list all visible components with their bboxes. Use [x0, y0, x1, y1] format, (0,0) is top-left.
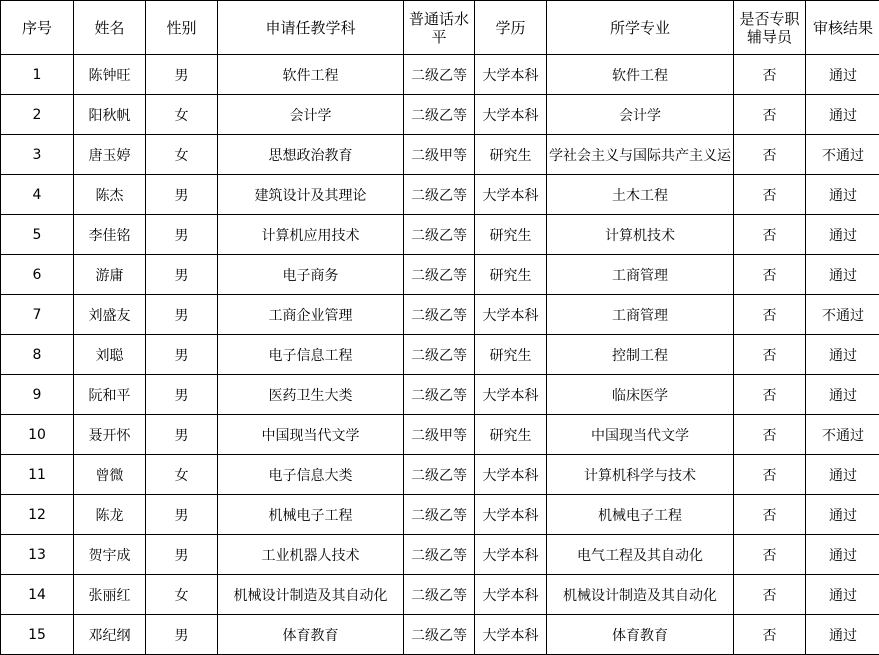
- gender-cell: 女: [146, 455, 218, 495]
- review-result-cell: 通过: [806, 55, 879, 95]
- mandarin-level-cell: 二级乙等: [404, 335, 475, 375]
- major-cell: 工商管理: [547, 255, 734, 295]
- index-cell: 6: [1, 255, 74, 295]
- fulltime-counselor-cell: 否: [734, 375, 806, 415]
- table-row: [1, 215, 879, 255]
- education-cell: 大学本科: [475, 495, 547, 535]
- gender-cell: 男: [146, 375, 218, 415]
- mandarin-level-cell: 二级乙等: [404, 95, 475, 135]
- review-result-cell: 通过: [806, 575, 879, 615]
- education-cell: 大学本科: [475, 455, 547, 495]
- table-row: [1, 615, 879, 655]
- review-result-cell: 通过: [806, 455, 879, 495]
- index-cell: 1: [1, 55, 74, 95]
- review-result-cell: 通过: [806, 175, 879, 215]
- subject-cell: 电子信息工程: [218, 335, 404, 375]
- review-result-cell: 通过: [806, 535, 879, 575]
- review-result-cell: 通过: [806, 335, 879, 375]
- major-cell: 计算机技术: [547, 215, 734, 255]
- table-row: [1, 415, 879, 455]
- index-cell: 2: [1, 95, 74, 135]
- table-row: [1, 375, 879, 415]
- gender-cell: 男: [146, 615, 218, 655]
- col-header-mandarin-level: 普通话水平: [404, 1, 475, 55]
- mandarin-level-cell: 二级乙等: [404, 295, 475, 335]
- subject-cell: 建筑设计及其理论: [218, 175, 404, 215]
- major-cell: 控制工程: [547, 335, 734, 375]
- index-cell: 12: [1, 495, 74, 535]
- education-cell: 大学本科: [475, 295, 547, 335]
- name-cell: 唐玉婷: [74, 135, 146, 175]
- education-cell: 大学本科: [475, 175, 547, 215]
- major-cell: 临床医学: [547, 375, 734, 415]
- education-cell: 研究生: [475, 335, 547, 375]
- fulltime-counselor-cell: 否: [734, 455, 806, 495]
- subject-cell: 电子商务: [218, 255, 404, 295]
- mandarin-level-cell: 二级乙等: [404, 55, 475, 95]
- fulltime-counselor-cell: 否: [734, 615, 806, 655]
- review-result-cell: 通过: [806, 615, 879, 655]
- major-cell: 电气工程及其自动化: [547, 535, 734, 575]
- education-cell: 研究生: [475, 255, 547, 295]
- education-cell: 研究生: [475, 415, 547, 455]
- index-cell: 15: [1, 615, 74, 655]
- header-row: [1, 1, 879, 55]
- subject-cell: 软件工程: [218, 55, 404, 95]
- fulltime-counselor-cell: 否: [734, 135, 806, 175]
- gender-cell: 男: [146, 215, 218, 255]
- review-result-cell: 通过: [806, 95, 879, 135]
- index-cell: 5: [1, 215, 74, 255]
- fulltime-counselor-cell: 否: [734, 295, 806, 335]
- index-cell: 10: [1, 415, 74, 455]
- gender-cell: 男: [146, 415, 218, 455]
- subject-cell: 计算机应用技术: [218, 215, 404, 255]
- fulltime-counselor-cell: 否: [734, 335, 806, 375]
- table-row: [1, 495, 879, 535]
- mandarin-level-cell: 二级甲等: [404, 135, 475, 175]
- table-row: [1, 95, 879, 135]
- gender-cell: 男: [146, 295, 218, 335]
- table-row: [1, 535, 879, 575]
- name-cell: 聂开怀: [74, 415, 146, 455]
- col-header-education: 学历: [475, 1, 547, 55]
- mandarin-level-cell: 二级乙等: [404, 535, 475, 575]
- gender-cell: 男: [146, 175, 218, 215]
- subject-cell: 工商企业管理: [218, 295, 404, 335]
- index-cell: 3: [1, 135, 74, 175]
- index-cell: 9: [1, 375, 74, 415]
- major-cell: 工商管理: [547, 295, 734, 335]
- education-cell: 大学本科: [475, 575, 547, 615]
- review-result-cell: 通过: [806, 375, 879, 415]
- col-header-review-result: 审核结果: [806, 1, 879, 55]
- fulltime-counselor-cell: 否: [734, 495, 806, 535]
- gender-cell: 女: [146, 95, 218, 135]
- subject-cell: 医药卫生大类: [218, 375, 404, 415]
- mandarin-level-cell: 二级乙等: [404, 455, 475, 495]
- index-cell: 4: [1, 175, 74, 215]
- name-cell: 刘盛友: [74, 295, 146, 335]
- fulltime-counselor-cell: 否: [734, 55, 806, 95]
- fulltime-counselor-cell: 否: [734, 575, 806, 615]
- col-header-index: 序号: [1, 1, 74, 55]
- table-row: [1, 55, 879, 95]
- major-cell: 会计学: [547, 95, 734, 135]
- major-cell: 中国现当代文学: [547, 415, 734, 455]
- col-header-fulltime-counselor: 是否专职辅导员: [734, 1, 806, 55]
- col-header-gender: 性别: [146, 1, 218, 55]
- table-row: [1, 135, 879, 175]
- subject-cell: 机械设计制造及其自动化: [218, 575, 404, 615]
- fulltime-counselor-cell: 否: [734, 175, 806, 215]
- review-result-cell: 通过: [806, 255, 879, 295]
- fulltime-counselor-cell: 否: [734, 535, 806, 575]
- col-header-major: 所学专业: [547, 1, 734, 55]
- mandarin-level-cell: 二级乙等: [404, 175, 475, 215]
- subject-cell: 中国现当代文学: [218, 415, 404, 455]
- name-cell: 陈龙: [74, 495, 146, 535]
- subject-cell: 电子信息大类: [218, 455, 404, 495]
- mandarin-level-cell: 二级乙等: [404, 575, 475, 615]
- name-cell: 刘聪: [74, 335, 146, 375]
- gender-cell: 男: [146, 255, 218, 295]
- col-header-subject: 申请任教学科: [218, 1, 404, 55]
- name-cell: 游庸: [74, 255, 146, 295]
- mandarin-level-cell: 二级乙等: [404, 375, 475, 415]
- subject-cell: 工业机器人技术: [218, 535, 404, 575]
- gender-cell: 女: [146, 135, 218, 175]
- fulltime-counselor-cell: 否: [734, 95, 806, 135]
- table-row: [1, 255, 879, 295]
- mandarin-level-cell: 二级乙等: [404, 495, 475, 535]
- table-row: [1, 295, 879, 335]
- gender-cell: 男: [146, 335, 218, 375]
- table-row: [1, 175, 879, 215]
- review-result-cell: 不通过: [806, 415, 879, 455]
- name-cell: 陈钟旺: [74, 55, 146, 95]
- name-cell: 张丽红: [74, 575, 146, 615]
- name-cell: 阳秋帆: [74, 95, 146, 135]
- name-cell: 邓纪纲: [74, 615, 146, 655]
- education-cell: 研究生: [475, 215, 547, 255]
- index-cell: 11: [1, 455, 74, 495]
- fulltime-counselor-cell: 否: [734, 415, 806, 455]
- index-cell: 13: [1, 535, 74, 575]
- mandarin-level-cell: 二级乙等: [404, 255, 475, 295]
- mandarin-level-cell: 二级甲等: [404, 415, 475, 455]
- table-row: [1, 455, 879, 495]
- gender-cell: 女: [146, 575, 218, 615]
- gender-cell: 男: [146, 55, 218, 95]
- name-cell: 贺宇成: [74, 535, 146, 575]
- review-result-cell: 不通过: [806, 135, 879, 175]
- education-cell: 大学本科: [475, 615, 547, 655]
- review-result-cell: 不通过: [806, 295, 879, 335]
- review-result-cell: 通过: [806, 495, 879, 535]
- subject-cell: 会计学: [218, 95, 404, 135]
- major-cell: 计算机科学与技术: [547, 455, 734, 495]
- name-cell: 曾微: [74, 455, 146, 495]
- education-cell: 大学本科: [475, 55, 547, 95]
- gender-cell: 男: [146, 495, 218, 535]
- review-result-cell: 通过: [806, 215, 879, 255]
- major-cell: 软件工程: [547, 55, 734, 95]
- major-cell: 学社会主义与国际共产主义运: [547, 135, 734, 175]
- mandarin-level-cell: 二级乙等: [404, 215, 475, 255]
- gender-cell: 男: [146, 535, 218, 575]
- education-cell: 研究生: [475, 135, 547, 175]
- fulltime-counselor-cell: 否: [734, 255, 806, 295]
- name-cell: 阮和平: [74, 375, 146, 415]
- major-cell: 机械电子工程: [547, 495, 734, 535]
- major-cell: 机械设计制造及其自动化: [547, 575, 734, 615]
- subject-cell: 体育教育: [218, 615, 404, 655]
- major-cell: 土木工程: [547, 175, 734, 215]
- index-cell: 14: [1, 575, 74, 615]
- name-cell: 李佳铭: [74, 215, 146, 255]
- education-cell: 大学本科: [475, 375, 547, 415]
- subject-cell: 机械电子工程: [218, 495, 404, 535]
- major-cell: 体育教育: [547, 615, 734, 655]
- name-cell: 陈杰: [74, 175, 146, 215]
- mandarin-level-cell: 二级乙等: [404, 615, 475, 655]
- fulltime-counselor-cell: 否: [734, 215, 806, 255]
- index-cell: 8: [1, 335, 74, 375]
- education-cell: 大学本科: [475, 535, 547, 575]
- table-row: [1, 335, 879, 375]
- subject-cell: 思想政治教育: [218, 135, 404, 175]
- col-header-name: 姓名: [74, 1, 146, 55]
- education-cell: 大学本科: [475, 95, 547, 135]
- index-cell: 7: [1, 295, 74, 335]
- table-row: [1, 575, 879, 615]
